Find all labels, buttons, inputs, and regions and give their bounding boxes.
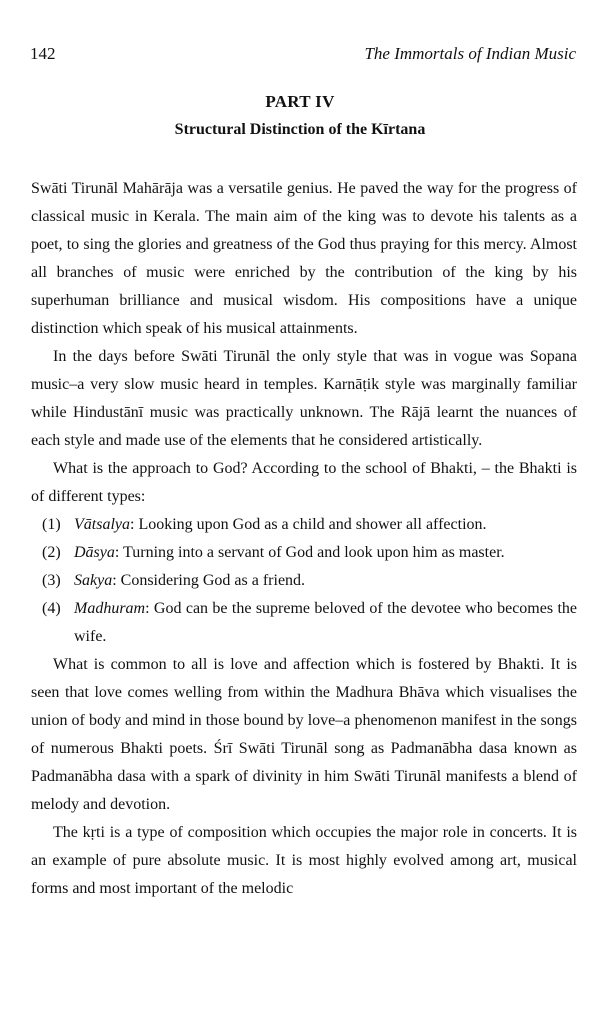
bhakti-term: Sakya [74,572,113,589]
paragraph-approach: What is the approach to God? According to the school of Bhakti, – the Bhakti is of different types: [31,460,577,505]
page-number: 142 [30,44,56,63]
section-heading: Structural Distinction of the Kīrtana [174,121,426,138]
bhakti-term: Madhuram [74,600,146,617]
bhakti-term: Vātsalya [74,516,130,533]
list-item [31,511,577,539]
bhakti-types-list [31,511,577,651]
running-header [30,44,576,66]
bhakti-description: : God can be the supreme beloved of the devotee who becomes the wife. [74,600,577,645]
list-item [31,567,577,595]
part-heading: PART IV [265,92,335,111]
bhakti-term: Dāsya [74,544,115,561]
bhakti-description: : Looking upon God as a child and shower all affection. [130,516,487,533]
list-number: (2) [42,544,61,561]
list-item [31,595,577,651]
body-text [31,175,577,903]
list-number: (3) [42,572,61,589]
list-item [31,539,577,567]
paragraph-styles: In the days before Swāti Tirunāl the only style that was in vogue was Sopana music–a very slow music heard in temples. Karnāṭik style was marginally familiar while Hindustānī music was practically unknown. The Rājā learnt the nuances of each style and made use of the elements that he considered artistically. [31,348,577,449]
bhakti-description: : Considering God as a friend. [112,572,306,589]
bhakti-description: : Turning into a servant of God and look upon him as master. [114,544,505,561]
list-number: (1) [42,516,61,533]
paragraph-krti: The kṛti is a type of composition which occupies the major role in concerts. It is an example of pure absolute music. It is most highly evolved among art, musical forms and most important of the melodic [31,824,577,897]
list-number: (4) [42,600,61,617]
paragraph-love: What is common to all is love and affection which is fostered by Bhakti. It is seen that love comes welling from within the Madhura Bhāva which visualises the union of body and mind in those bound by love–a phenomenon manifest in the songs of numerous Bhakti poets. Śrī Swāti Tirunāl song as Padmanābha dasa known as Padmanābha dasa with a spark of divinity in him Swāti Tirunāl manifests a blend of melody and devotion. [31,656,577,813]
paragraph-intro: Swāti Tirunāl Mahārāja was a versatile genius. He paved the way for the progress of classical music in Kerala. The main aim of the king was to devote his talents as a poet, to sing the glories and greatness of the God thus praying for this mercy. Almost all branches of music were enriched by the contribution of the king by his superhuman brilliance and musical wisdom. His compositions have a unique distinction which speak of his musical attainments. [31,180,577,337]
book-title: The Immortals of Indian Music [364,44,576,63]
